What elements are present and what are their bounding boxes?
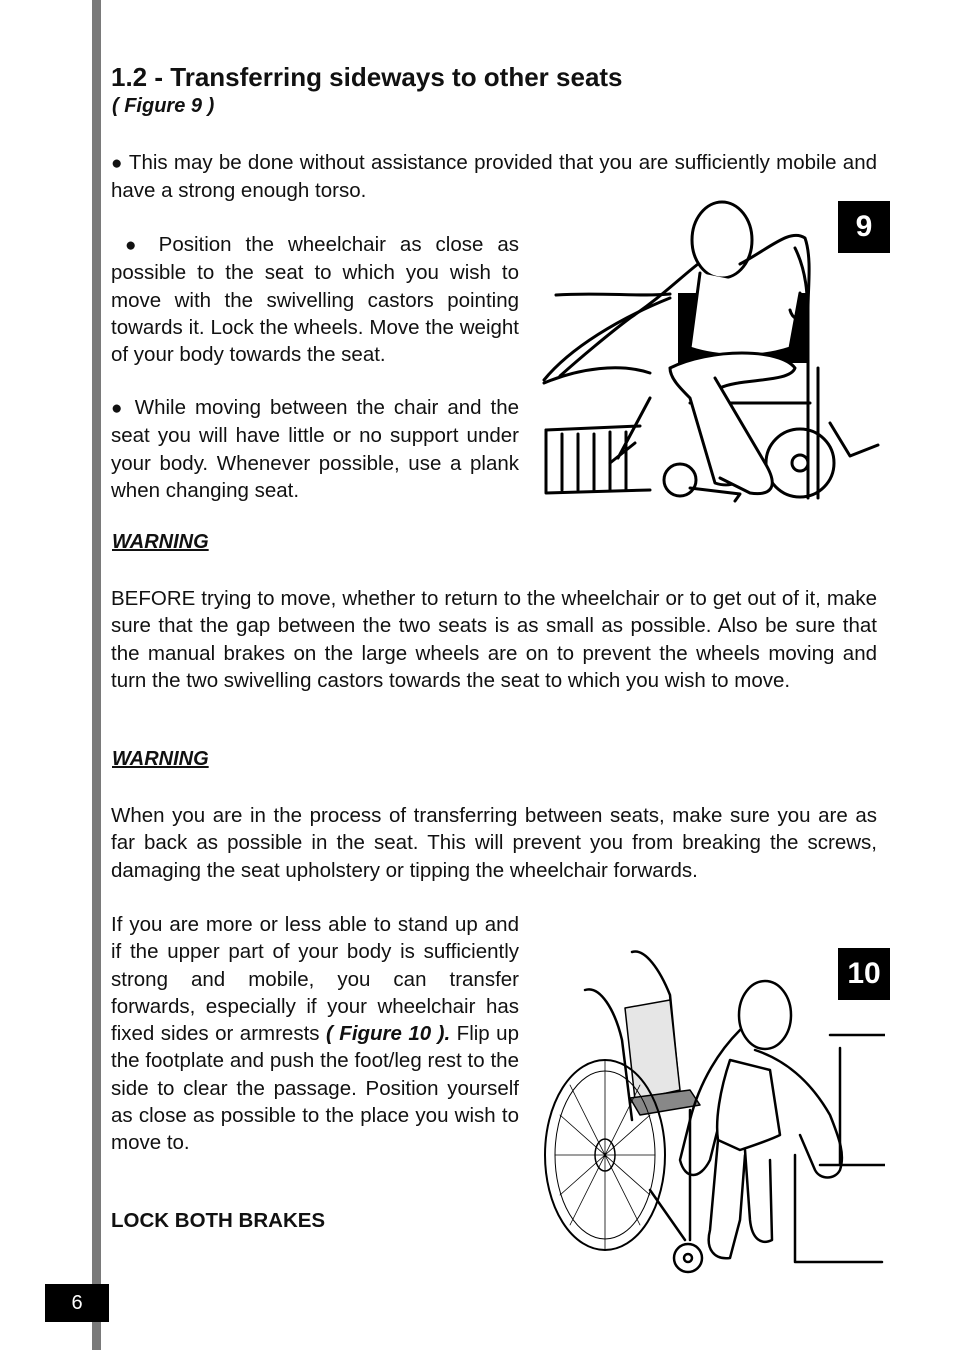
figure-9-reference: ( Figure 9 ) <box>112 95 215 117</box>
warning-label-1: WARNING <box>112 531 209 553</box>
warning-text-2: When you are in the process of transferring between seats, make sure you are as far back as possible in the seat. This will prevent you from breaking the screws, damaging the seat upholstery or tipping the wheelchair forwards. <box>111 804 877 882</box>
bullet-icon: ● <box>111 398 126 419</box>
figure-9-illustration <box>540 198 885 503</box>
bullet-text-3: While moving between the chair and the seat you will have little or no support under your body. Whenever possible, use a plank when changing seat. <box>111 396 519 502</box>
forward-transfer-paragraph <box>111 911 519 1157</box>
bullet-text-2: Position the wheelchair as close as possible to the seat to which you wish to move with the swivelling castors pointing towards it. Lock the wheels. Move the weight of your body towards the seat. <box>111 233 519 367</box>
bullet-paragraph-1 <box>111 149 877 205</box>
warning-text-1: BEFORE trying to move, whether to return to the wheelchair or to get out of it, make sure that the gap between the two seats is as small as possible. Also be sure that the manual brakes on the large wheels are on to prevent the wheels moving and turn the two swivelling castors towards the seat to which you wish to move. <box>111 587 877 692</box>
bullet-icon: ● <box>124 235 145 256</box>
person-forward-transfer-illustration <box>540 940 885 1285</box>
page-number: 6 <box>45 1284 109 1322</box>
bullet-text-1: This may be done without assistance provided that you are sufficiently mobile and have a strong enough torso. <box>111 151 877 203</box>
bullet-paragraph-3 <box>111 394 519 504</box>
section-heading: 1.2 - Transferring sideways to other seats <box>111 62 623 92</box>
margin-bar <box>92 0 101 1350</box>
warning-label-2: WARNING <box>112 748 209 770</box>
figure-10-illustration <box>540 940 885 1285</box>
forward-transfer-text-end: Flip up the footplate and push the foot/leg rest to the side to clear the passage. Position yourself as close as possible to the place you wish to move to. <box>111 1022 519 1155</box>
forward-transfer-text-start: If you are more or less able to stand up and if the upper part of your body is sufficiently strong and mobile, you can transfer forwards, especially if your wheelchair has fixed sides or armrests <box>111 913 519 1046</box>
bullet-paragraph-2 <box>111 231 519 368</box>
figure-10-reference: ( Figure 10 ). <box>326 1022 451 1046</box>
figure-9-badge: 9 <box>838 201 890 253</box>
bullet-icon: ● <box>111 153 124 174</box>
person-sideways-transfer-illustration <box>540 198 885 503</box>
lock-brakes-instruction: LOCK BOTH BRAKES <box>111 1209 326 1232</box>
figure-10-badge: 10 <box>838 948 890 1000</box>
